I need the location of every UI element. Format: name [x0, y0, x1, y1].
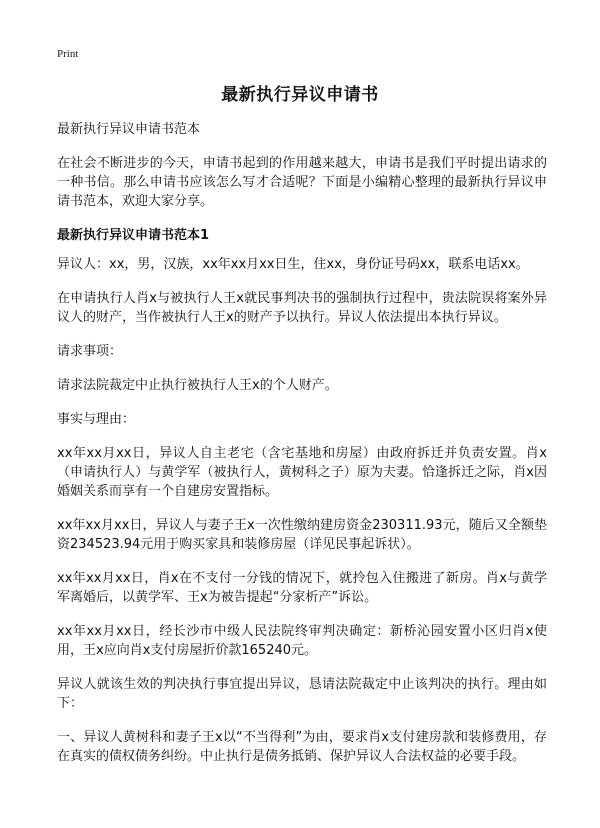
paragraph-intro: 在社会不断进步的今天，申请书起到的作用越来越大，申请书是我们平时提出请求的一种书信。那么申请书应该怎么写才合适呢？下面是小编精心整理的最新执行异议申请书范本，欢迎大家分享。 [57, 156, 547, 209]
document-title: 最新执行异议申请书 [221, 85, 379, 105]
paragraph-fact-2: xx年xx月xx日，异议人与妻子王x一次性缴纳建房资金230311.93元，随后又全额垫资234523.94元用于购买家具和装修房屋（详见民事起诉状）。 [57, 518, 547, 552]
paragraph-reason-1: 一、异议人黄树科和妻子王x以“不当得利”为由，要求肖x支付建房款和装修费用，存在真实的债权债务纠纷。中止执行是债务抵销、保护异议人合法权益的必要手段。 [57, 730, 547, 764]
print-link[interactable]: Print [57, 48, 79, 60]
paragraph-background: 在申请执行人肖x与被执行人王x就民事判决书的强制执行过程中，贵法院误将案外异议人的财产，当作被执行人王x的财产予以执行。异议人依法提出本执行异议。 [57, 291, 547, 325]
paragraph-objection: 异议人就该生效的判决执行事宜提出异议，恳请法院裁定中止该判决的执行。理由如下： [57, 677, 547, 711]
paragraph-fact-3: xx年xx月xx日，肖x在不支付一分钱的情况下，就拎包入住搬进了新房。肖x与黄学军离婚后，以黄学军、王x为被告提起“分家析产”诉讼。 [57, 571, 547, 605]
paragraph-objector-info: 异议人：xx，男，汉族，xx年xx月xx日生，住xx，身份证号码xx，联系电话xx。 [57, 257, 529, 272]
paragraph-fact-1: xx年xx月xx日，异议人自主老宅（含宅基地和房屋）由政府拆迁并负责安置。肖x（申请执行人）与黄学军（被执行人，黄树科之子）原为夫妻。恰逢拆迁之际，肖x因婚姻关系而享有一个自建房安置指标。 [57, 446, 547, 499]
paragraph-fact-4: xx年xx月xx日，经长沙市中级人民法院终审判决确定：新桥沁园安置小区归肖x使用，王x应向肖x支付房屋折价款165240元。 [57, 624, 547, 658]
paragraph-subtitle: 最新执行异议申请书范本 [57, 122, 201, 137]
heading-requests: 请求事项： [57, 344, 123, 359]
heading-facts-reasons: 事实与理由： [57, 412, 136, 427]
document-body [57, 120, 547, 781]
section-heading: 最新执行异议申请书范本1 [57, 228, 210, 243]
paragraph-request: 请求法院裁定中止执行被执行人王x的个人财产。 [57, 378, 338, 393]
